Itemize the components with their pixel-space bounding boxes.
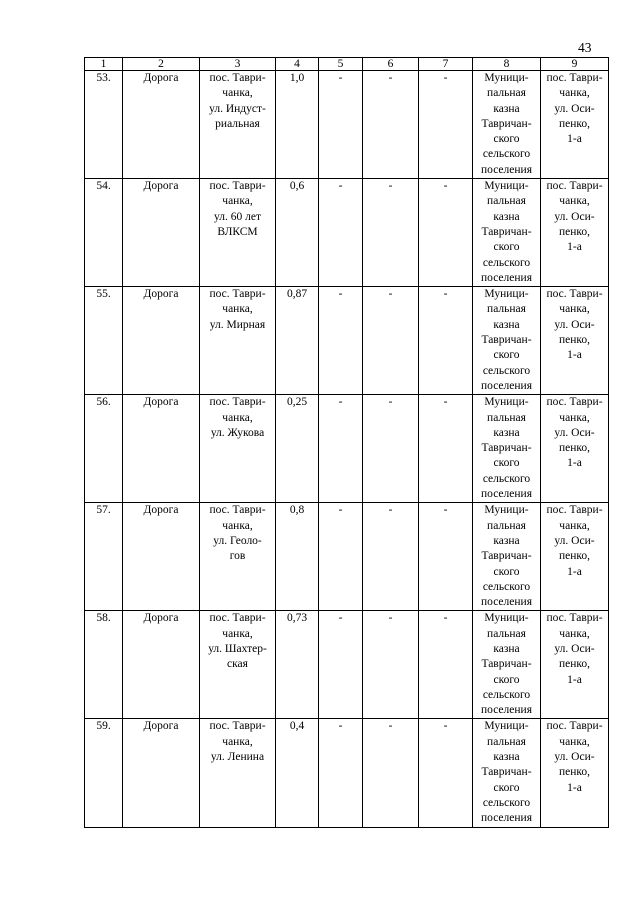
column-6-value: - xyxy=(363,71,419,179)
column-6-value: - xyxy=(363,611,419,719)
object-address: пос. Таври- чанка, ул. Индуст- риальная xyxy=(200,71,276,179)
table-row xyxy=(85,71,609,179)
object-address: пос. Таври- чанка, ул. Шахтер- ская xyxy=(200,611,276,719)
object-address: пос. Таври- чанка, ул. Геоло- гов xyxy=(200,503,276,611)
page-number: 43 xyxy=(578,40,592,55)
column-7-value: - xyxy=(419,719,473,827)
object-owner: Муници- пальная казна Тавричан- ского сельского поселения xyxy=(473,179,541,287)
header-cell-4: 4 xyxy=(276,58,319,71)
column-7-value: - xyxy=(419,611,473,719)
object-owner: Муници- пальная казна Тавричан- ского сельского поселения xyxy=(473,719,541,827)
header-cell-2: 2 xyxy=(123,58,200,71)
row-number: 55. xyxy=(85,287,123,395)
column-7-value: - xyxy=(419,287,473,395)
header-cell-5: 5 xyxy=(319,58,363,71)
object-owner: Муници- пальная казна Тавричан- ского сельского поселения xyxy=(473,287,541,395)
header-cell-8: 8 xyxy=(473,58,541,71)
column-6-value: - xyxy=(363,395,419,503)
table-row xyxy=(85,179,609,287)
object-address: пос. Таври- чанка, ул. Ленина xyxy=(200,719,276,827)
row-number: 56. xyxy=(85,395,123,503)
column-7-value: - xyxy=(419,395,473,503)
object-type: Дорога xyxy=(123,611,200,719)
row-number: 57. xyxy=(85,503,123,611)
row-number: 59. xyxy=(85,719,123,827)
owner-location: пос. Таври- чанка, ул. Оси- пенко, 1-а xyxy=(541,611,609,719)
table-row xyxy=(85,287,609,395)
object-length: 0,8 xyxy=(276,503,319,611)
object-owner: Муници- пальная казна Тавричан- ского сельского поселения xyxy=(473,611,541,719)
header-cell-9: 9 xyxy=(541,58,609,71)
owner-location: пос. Таври- чанка, ул. Оси- пенко, 1-а xyxy=(541,287,609,395)
column-6-value: - xyxy=(363,719,419,827)
column-6-value: - xyxy=(363,287,419,395)
object-length: 0,6 xyxy=(276,179,319,287)
property-registry-table xyxy=(84,57,609,828)
column-5-value: - xyxy=(319,719,363,827)
object-length: 0,73 xyxy=(276,611,319,719)
owner-location: пос. Таври- чанка, ул. Оси- пенко, 1-а xyxy=(541,503,609,611)
column-5-value: - xyxy=(319,179,363,287)
owner-location: пос. Таври- чанка, ул. Оси- пенко, 1-а xyxy=(541,719,609,827)
column-7-value: - xyxy=(419,179,473,287)
object-type: Дорога xyxy=(123,179,200,287)
object-length: 0,25 xyxy=(276,395,319,503)
object-type: Дорога xyxy=(123,503,200,611)
object-type: Дорога xyxy=(123,395,200,503)
table-row xyxy=(85,719,609,827)
column-6-value: - xyxy=(363,179,419,287)
column-7-value: - xyxy=(419,503,473,611)
column-5-value: - xyxy=(319,287,363,395)
header-cell-7: 7 xyxy=(419,58,473,71)
column-5-value: - xyxy=(319,611,363,719)
column-5-value: - xyxy=(319,395,363,503)
header-row xyxy=(85,58,609,71)
column-5-value: - xyxy=(319,71,363,179)
header-cell-3: 3 xyxy=(200,58,276,71)
object-type: Дорога xyxy=(123,719,200,827)
object-length: 0,87 xyxy=(276,287,319,395)
column-5-value: - xyxy=(319,503,363,611)
table-row xyxy=(85,395,609,503)
owner-location: пос. Таври- чанка, ул. Оси- пенко, 1-а xyxy=(541,395,609,503)
header-cell-6: 6 xyxy=(363,58,419,71)
row-number: 53. xyxy=(85,71,123,179)
column-7-value: - xyxy=(419,71,473,179)
object-length: 1,0 xyxy=(276,71,319,179)
object-owner: Муници- пальная казна Тавричан- ского сельского поселения xyxy=(473,503,541,611)
object-address: пос. Таври- чанка, ул. Мирная xyxy=(200,287,276,395)
column-6-value: - xyxy=(363,503,419,611)
object-owner: Муници- пальная казна Тавричан- ского сельского поселения xyxy=(473,395,541,503)
owner-location: пос. Таври- чанка, ул. Оси- пенко, 1-а xyxy=(541,71,609,179)
object-address: пос. Таври- чанка, ул. 60 лет ВЛКСМ xyxy=(200,179,276,287)
object-type: Дорога xyxy=(123,287,200,395)
row-number: 54. xyxy=(85,179,123,287)
table-row xyxy=(85,611,609,719)
header-cell-1: 1 xyxy=(85,58,123,71)
object-address: пос. Таври- чанка, ул. Жукова xyxy=(200,395,276,503)
owner-location: пос. Таври- чанка, ул. Оси- пенко, 1-а xyxy=(541,179,609,287)
object-type: Дорога xyxy=(123,71,200,179)
table-row xyxy=(85,503,609,611)
object-owner: Муници- пальная казна Тавричан- ского сельского поселения xyxy=(473,71,541,179)
object-length: 0,4 xyxy=(276,719,319,827)
row-number: 58. xyxy=(85,611,123,719)
